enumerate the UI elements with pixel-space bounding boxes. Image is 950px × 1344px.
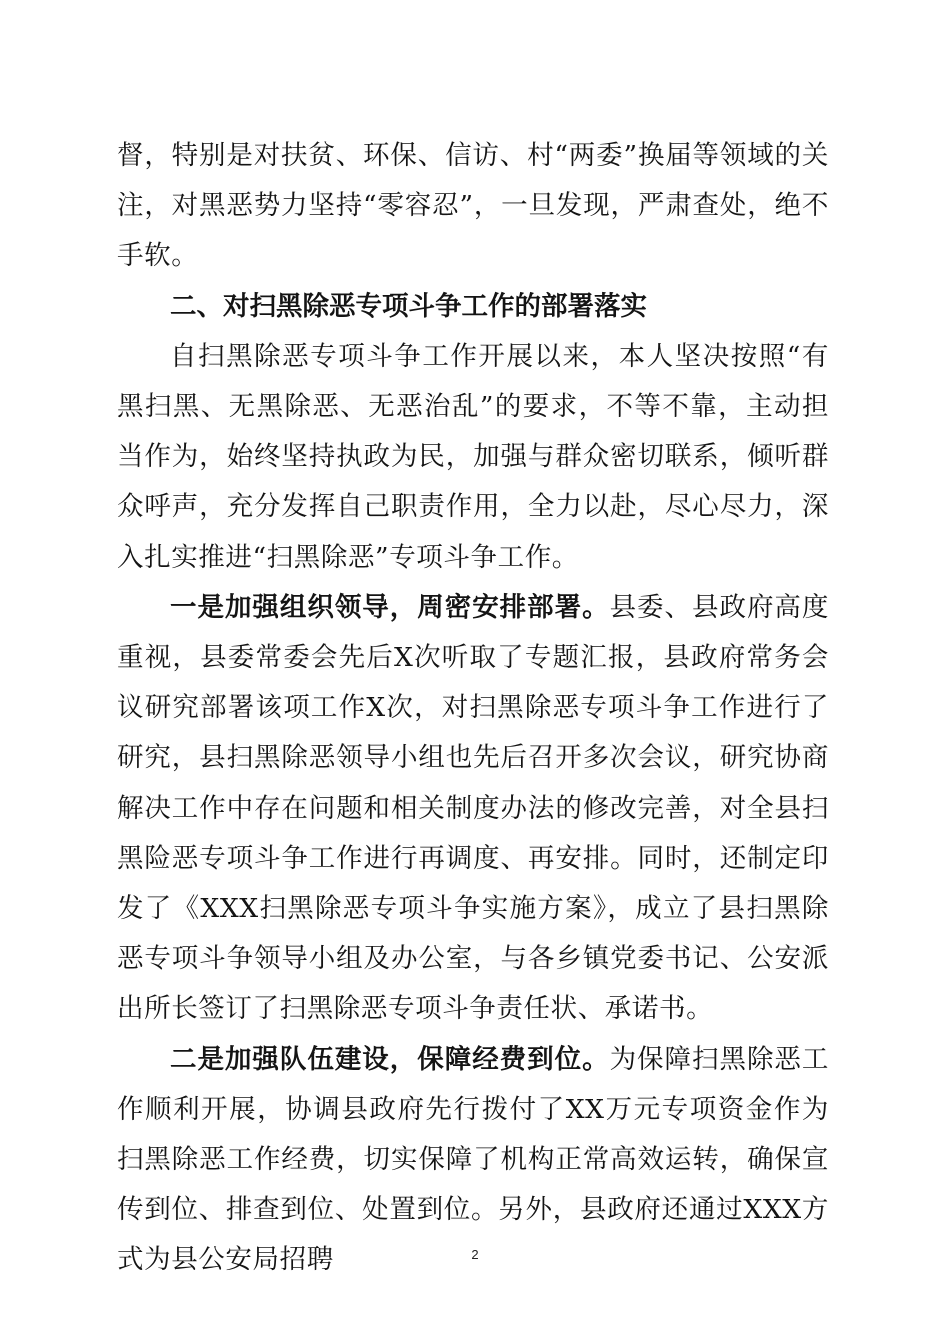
paragraph-text: 为保障扫黑除恶工作顺利开展，协调县政府先行拨付了XX万元专项资金作为扫黑除恶工作经费，切实保障了机构正常高效运转，确保宣传到位、排查到位、处置到位。另外，县政府还通过XXX方式为县公安局招聘 — [117, 1043, 829, 1276]
paragraph-text: 县委、县政府高度重视，县委常委会先后X次听取了专题汇报，县政府常务会议研究部署该项工作X次，对扫黑除恶专项斗争工作进行了研究，县扫黑除恶领导小组也先后召开多次会议，研究协商解决工作中存在问题和相关制度办法的修改完善，对全县扫黑险恶专项斗争工作进行再调度、再安排。同时，还制定印发了《XXX扫黑除恶专项斗争实施方案》，成立了县扫黑除恶专项斗争领导小组及办公室，与各乡镇党委书记、公安派出所长签订了扫黑除恶专项斗争责任状、承诺书。 — [117, 591, 829, 1025]
paragraph-continuation — [117, 131, 829, 282]
page-number: 2 — [471, 1247, 479, 1262]
paragraph-lead: 一是加强组织领导，周密安排部署。 — [170, 591, 610, 623]
paragraph — [117, 583, 829, 1035]
document-body — [117, 131, 829, 1286]
section-heading: 二、对扫黑除恶专项斗争工作的部署落实 — [170, 290, 647, 322]
paragraph-text: 督，特别是对扶贫、环保、信访、村“两委”换届等领域的关注，对黑恶势力坚持“零容忍”，一旦发现，严肃查处，绝不手软。 — [117, 140, 829, 272]
paragraph-lead: 二是加强队伍建设，保障经费到位。 — [170, 1043, 610, 1075]
paragraph — [117, 332, 829, 583]
paragraph-text: 自扫黑除恶专项斗争工作开展以来，本人坚决按照“有黑扫黑、无黑除恶、无恶治乱”的要求，不等不靠，主动担当作为，始终坚持执政为民，加强与群众密切联系，倾听群众呼声，充分发挥自己职责作用，全力以赴，尽心尽力，深入扎实推进“扫黑除恶”专项斗争工作。 — [117, 340, 829, 573]
